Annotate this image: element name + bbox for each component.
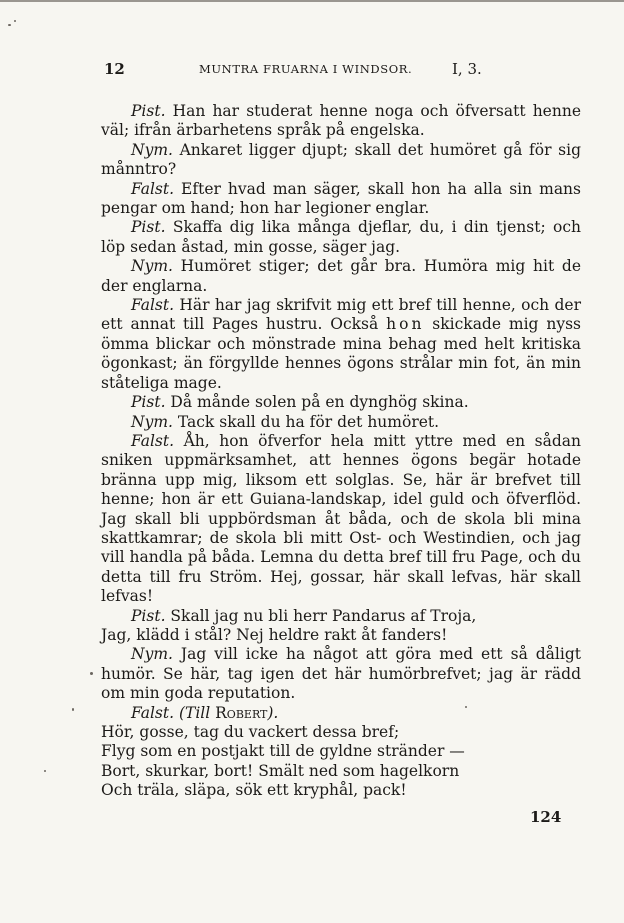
- verse-line: [101, 607, 581, 626]
- dialogue-text: Här har jag skrifvit mig ett bref till henne, och der ett annat till Pages hustru. Också: [101, 296, 581, 334]
- dialogue-line: [101, 296, 581, 393]
- speaker-name: Nym.: [131, 140, 173, 159]
- dialogue-line: [101, 180, 581, 219]
- ink-speck: [44, 770, 46, 772]
- verse-line: Flyg som en postjakt till de gyldne stränder —: [101, 742, 465, 761]
- dialogue-text: Jag vill icke ha något att göra med ett så dåligt humör. Se här, tag igen det här humörbrefvet; jag är rädd om min goda reputation.: [101, 645, 581, 703]
- speaker-name: Nym.: [131, 257, 173, 276]
- dialogue-text: Humöret stiger; det går bra. Humöra mig hit de der englarna.: [101, 257, 581, 295]
- ink-speck: [465, 706, 467, 708]
- stage-direction-open: (Till: [178, 703, 216, 722]
- page-header: [104, 60, 524, 84]
- dialogue-line: [101, 141, 581, 180]
- signature-mark: 124: [530, 808, 562, 826]
- verse-text: Skall jag nu bli herr Pandarus af Troja,: [165, 606, 477, 625]
- dialogue-line: [101, 102, 581, 141]
- speaker-name: Pist.: [131, 606, 166, 625]
- dialogue-text: Tack skall du ha för det humöret.: [172, 412, 440, 431]
- play-text: [101, 102, 581, 801]
- dialogue-line: [101, 645, 581, 703]
- speaker-name: Falst.: [131, 431, 175, 450]
- speaker-name: Nym.: [131, 412, 173, 431]
- stage-direction: [179, 704, 278, 722]
- dialogue-line: [101, 393, 581, 412]
- verse-line: Bort, skurkar, bort! Smält ned som hagelkorn: [101, 761, 460, 780]
- speaker-name: Falst.: [131, 179, 175, 198]
- character-name: Robert: [215, 703, 268, 722]
- dialogue-text: Efter hvad man säger, skall hon ha alla sin mans pengar om hand; hon har legioner englar.: [101, 179, 581, 218]
- speaker-name: Falst.: [131, 296, 175, 315]
- dialogue-line: [101, 432, 581, 607]
- speaker-name: Falst.: [131, 703, 175, 722]
- page-top-edge: [0, 0, 624, 2]
- ink-speck: [72, 708, 74, 711]
- dialogue-text: Ankaret ligger djupt; skall det humöret gå för sig månntro?: [101, 140, 581, 179]
- verse-line: Jag, klädd i stål? Nej heldre rakt åt fanders!: [101, 625, 448, 644]
- ink-speck: [14, 20, 16, 22]
- dialogue-line: [101, 218, 581, 257]
- stage-direction-line: [101, 704, 581, 723]
- dialogue-text: Skaffa dig lika många djeflar, du, i din tjenst; och löp sedan åstad, min gosse, säger jag.: [101, 218, 581, 256]
- speaker-name: Pist.: [131, 102, 166, 120]
- running-title: MUNTRA FRUARNA I WINDSOR.: [199, 62, 413, 76]
- dialogue-line: [101, 413, 581, 432]
- ink-speck: [90, 672, 93, 675]
- dialogue-text: Åh, hon öfverfor hela mitt yttre med en sådan sniken uppmärksamhet, att hennes ögons begär hotade bränna upp mig, liksom ett solglas. Se, här är brefvet till henne; hon är ett Guiana-landskap, idel guld och öfverflöd. Jag skall bli uppbördsman åt båda, och de skola bli mina skattkamrar; de skola bli mitt Ost- och Westindien, och jag vill handla på båda. Lemna du detta bref till fru Page, och du detta till fru Ström. Hej, gossar, här skall lefvas, här skall lefvas!: [101, 431, 581, 606]
- page-number: 12: [104, 60, 125, 78]
- dialogue-text: Då månde solen på en dynghög skina.: [165, 393, 469, 412]
- stage-direction-close: ).: [267, 703, 279, 722]
- dialogue-text: Han har studerat henne noga och öfversatt henne väl; ifrån ärbarhetens språk på engelska.: [101, 102, 581, 140]
- speaker-name: Pist.: [131, 218, 166, 237]
- verse-line: Hör, gosse, tag du vackert dessa bref;: [101, 723, 400, 741]
- act-scene-label: I, 3.: [452, 60, 482, 78]
- speaker-name: Pist.: [131, 393, 166, 412]
- verse-line: Och träla, släpa, sök ett kryphål, pack!: [101, 781, 407, 800]
- emphasized-word: hon: [386, 315, 425, 334]
- ink-speck: [8, 24, 11, 26]
- speaker-name: Nym.: [131, 645, 173, 664]
- dialogue-line: [101, 257, 581, 296]
- dialogue-text: skickade mig nyss ömma blickar och mönstrade mina behag med helt kritiska ögonkast; än förgyllde hennes ögons strålar min fot, än min ståteliga mage.: [101, 315, 581, 392]
